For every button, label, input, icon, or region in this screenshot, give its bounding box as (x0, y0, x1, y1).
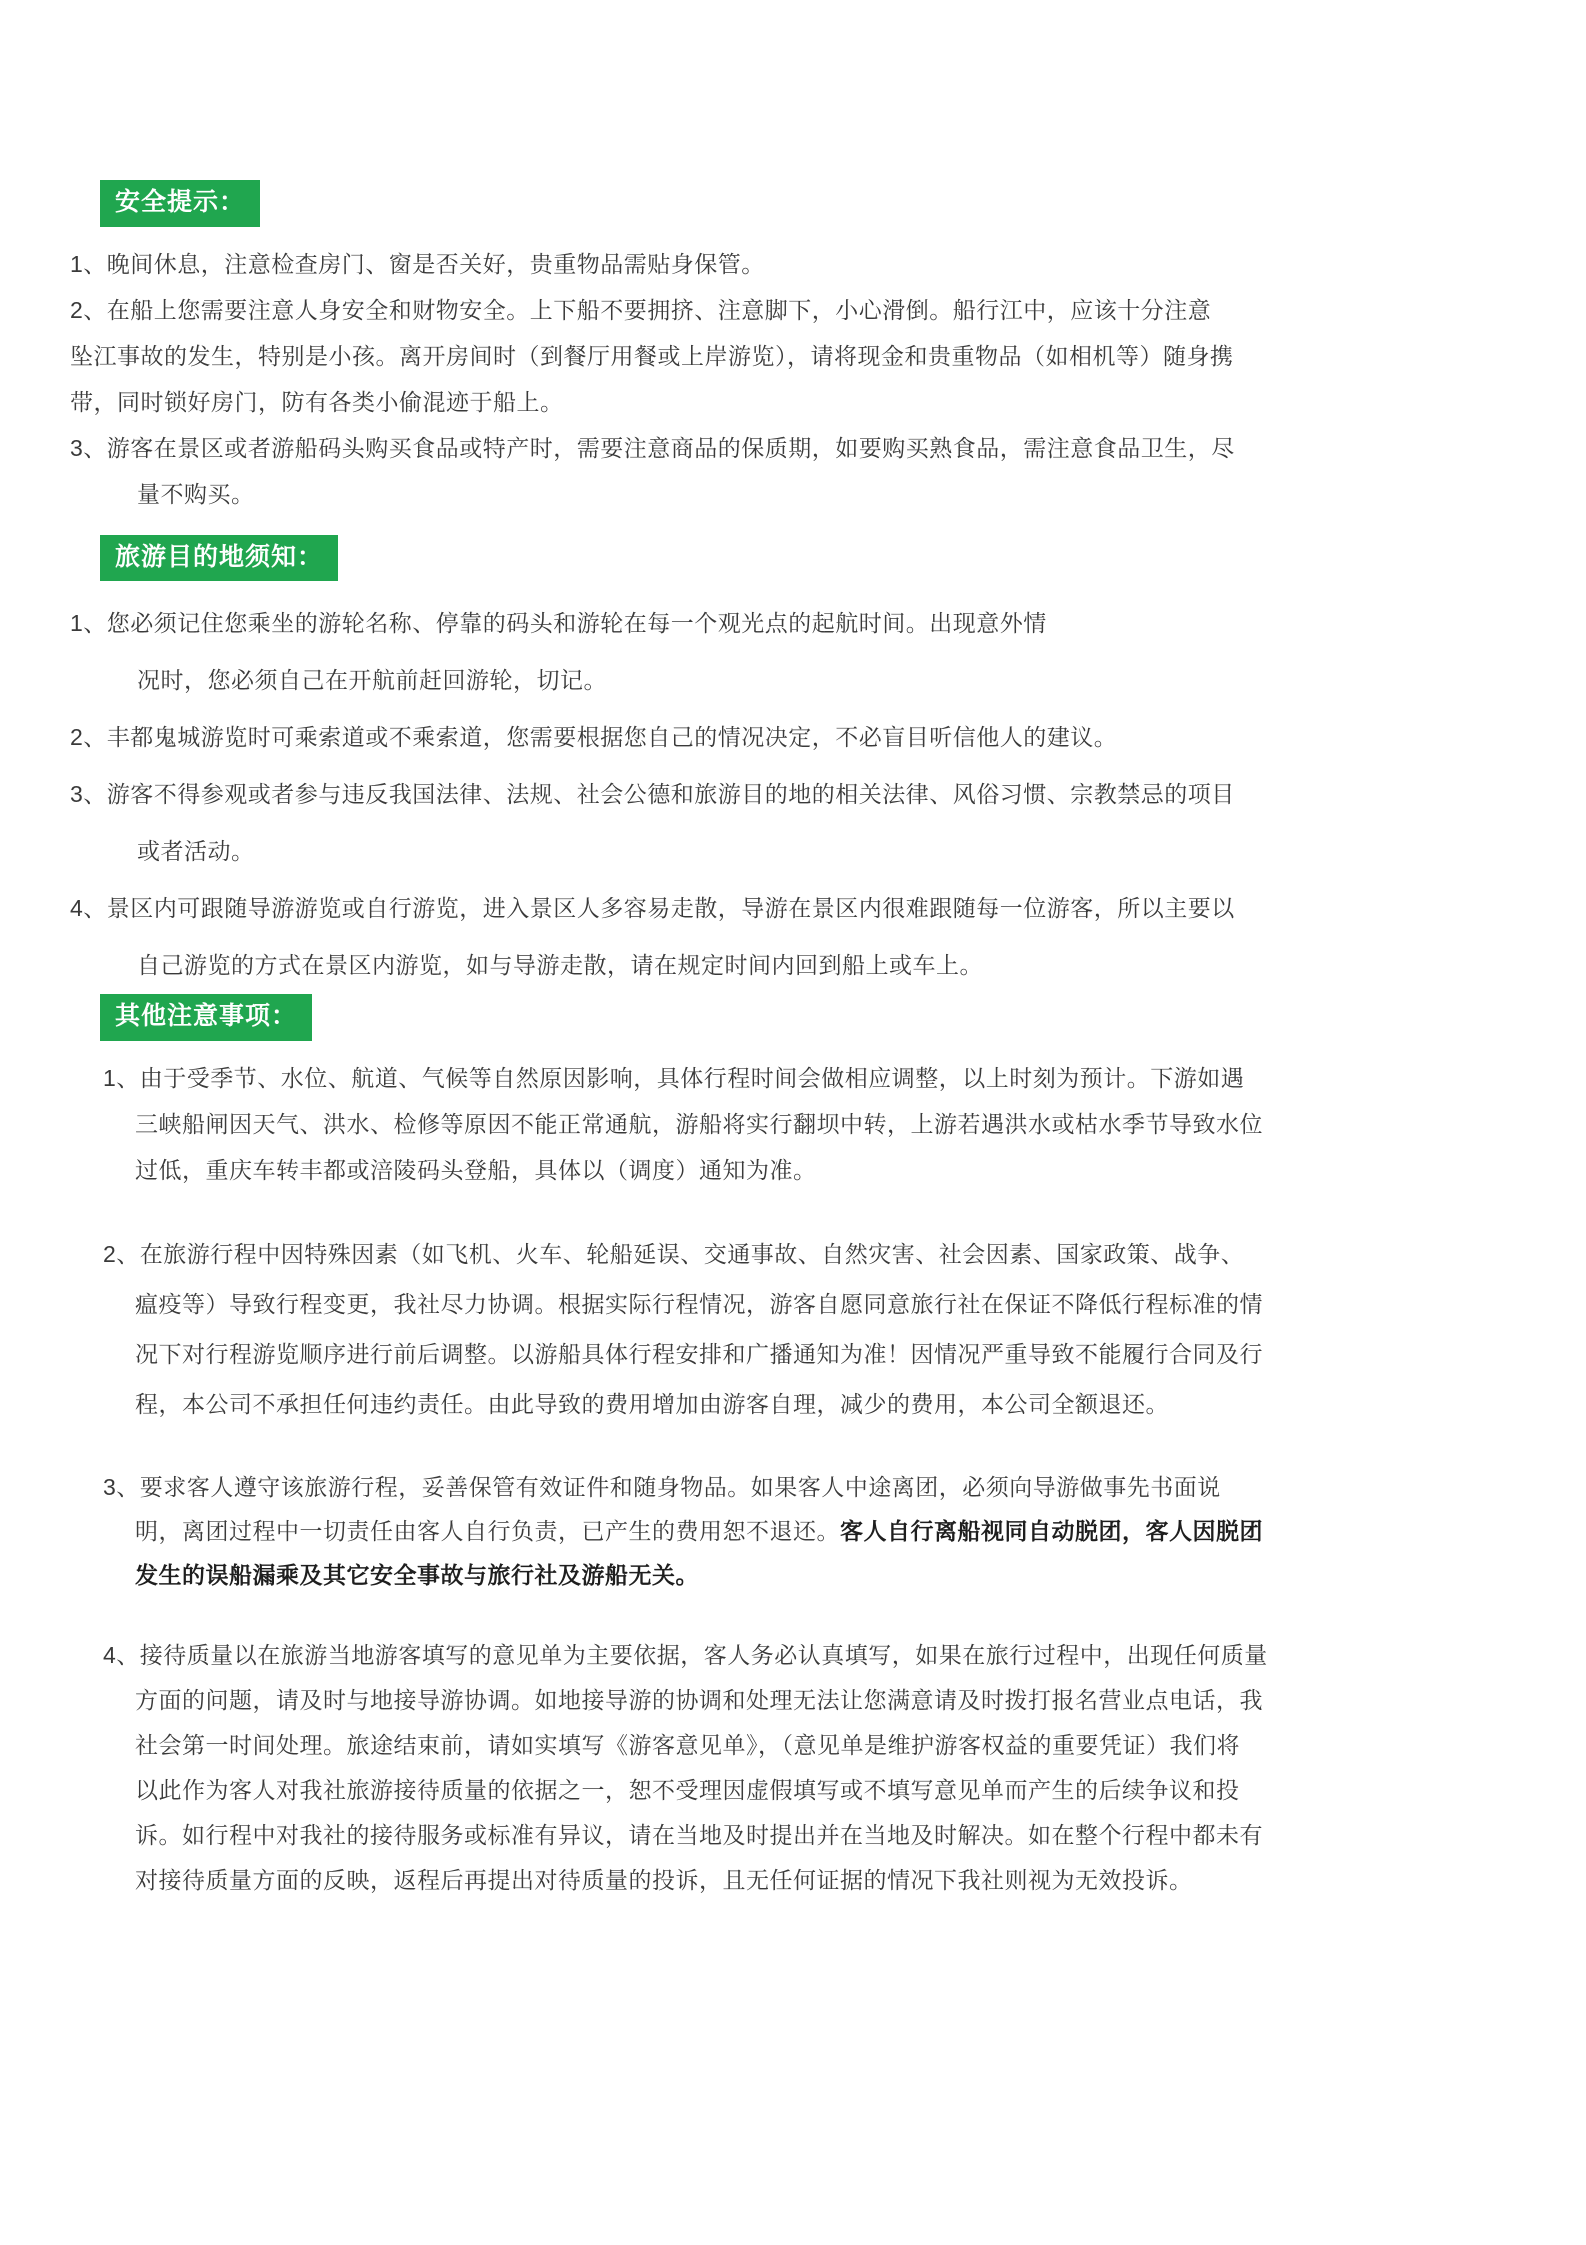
text-line (103, 1465, 1586, 1509)
text-line (135, 1147, 1586, 1193)
text-line (137, 823, 1586, 880)
text-line (70, 287, 1586, 333)
text-line (70, 709, 1586, 766)
text-segment: 1、由于受季节、水位、航道、气候等自然原因影响，具体行程时间会做相应调整，以上时刻为预计。下游如遇 (103, 1064, 1245, 1091)
list-item (0, 1465, 1586, 1597)
list-item (0, 1055, 1586, 1193)
text-segment: 1、晚间休息，注意检查房门、窗是否关好，贵重物品需贴身保管。 (70, 250, 765, 277)
list-item (0, 880, 1586, 994)
section-other-notes (0, 994, 1586, 1903)
text-segment: 4、景区内可跟随导游游览或自行游览，进入景区人多容易走散，导游在景区内很难跟随每一位游客，所以主要以 (70, 895, 1235, 921)
text-segment: 过低，重庆车转丰都或涪陵码头登船，具体以（调度）通知为准。 (135, 1156, 817, 1183)
text-line (135, 1678, 1586, 1723)
text-line (135, 1279, 1586, 1329)
text-line (137, 652, 1586, 709)
section-badge-safety-tips: 安全提示： (100, 180, 260, 227)
section-badge-destination-notice: 旅游目的地须知： (100, 535, 338, 582)
bold-text-segment: 客人自行离船视同自动脱团，客人因脱团 (840, 1517, 1263, 1544)
text-segment: 或者活动。 (137, 838, 255, 864)
text-line (70, 333, 1586, 379)
section-safety-tips (0, 180, 1586, 517)
list-item (0, 287, 1586, 425)
text-line (135, 1329, 1586, 1379)
text-segment: 方面的问题，请及时与地接导游协调。如地接导游的协调和处理无法让您满意请及时拨打报名营业点电话，我 (135, 1686, 1263, 1713)
text-segment: 明，离团过程中一切责任由客人自行负责，已产生的费用恕不退还。 (135, 1517, 840, 1544)
text-segment: 坠江事故的发生，特别是小孩。离开房间时（到餐厅用餐或上岸游览），请将现金和贵重物品（如相机等）随身携 (70, 342, 1234, 369)
text-line (70, 880, 1586, 937)
text-segment: 社会第一时间处理。旅途结束前，请如实填写《游客意见单》，（意见单是维护游客权益的重要凭证）我们将 (135, 1731, 1240, 1758)
text-segment: 4、接待质量以在旅游当地游客填写的意见单为主要依据，客人务必认真填写，如果在旅行过程中，出现任何质量 (103, 1641, 1268, 1668)
text-line (137, 471, 1586, 517)
text-segment: 2、在旅游行程中因特殊因素（如飞机、火车、轮船延误、交通事故、自然灾害、社会因素、国家政策、战争、 (103, 1240, 1245, 1267)
text-line (103, 1229, 1586, 1279)
list-item (0, 241, 1586, 287)
text-segment: 3、游客不得参观或者参与违反我国法律、法规、社会公德和旅游目的地的相关法律、风俗习惯、宗教禁忌的项目 (70, 781, 1235, 807)
text-line (70, 425, 1586, 471)
list-item (0, 1633, 1586, 1903)
text-line (135, 1101, 1586, 1147)
section-items (0, 595, 1586, 994)
text-segment: 三峡船闸因天气、洪水、检修等原因不能正常通航，游船将实行翻坝中转，上游若遇洪水或枯水季节导致水位 (135, 1110, 1263, 1137)
text-line (135, 1813, 1586, 1858)
text-segment: 带，同时锁好房门，防有各类小偷混迹于船上。 (70, 388, 564, 415)
section-badge-other-notes: 其他注意事项： (100, 994, 312, 1041)
text-line (70, 595, 1586, 652)
text-segment: 况时，您必须自己在开航前赶回游轮，切记。 (137, 667, 607, 693)
list-item (0, 425, 1586, 517)
text-segment: 以此作为客人对我社旅游接待质量的依据之一，恕不受理因虚假填写或不填写意见单而产生的后续争议和投 (135, 1776, 1240, 1803)
text-segment: 对接待质量方面的反映，返程后再提出对待质量的投诉，且无任何证据的情况下我社则视为无效投诉。 (135, 1866, 1193, 1893)
text-segment: 3、要求客人遵守该旅游行程，妥善保管有效证件和随身物品。如果客人中途离团，必须向导游做事先书面说 (103, 1473, 1221, 1500)
section-items (0, 1055, 1586, 1903)
text-segment: 自己游览的方式在景区内游览，如与导游走散，请在规定时间内回到船上或车上。 (137, 952, 983, 978)
text-segment: 1、您必须记住您乘坐的游轮名称、停靠的码头和游轮在每一个观光点的起航时间。出现意外情 (70, 610, 1047, 636)
text-line (135, 1768, 1586, 1813)
text-line (135, 1553, 1586, 1597)
text-segment: 2、在船上您需要注意人身安全和财物安全。上下船不要拥挤、注意脚下，小心滑倒。船行江中，应该十分注意 (70, 296, 1212, 323)
text-line (70, 379, 1586, 425)
text-segment: 量不购买。 (137, 480, 255, 507)
text-line (135, 1509, 1586, 1553)
text-line (135, 1858, 1586, 1903)
text-segment: 3、游客在景区或者游船码头购买食品或特产时，需要注意商品的保质期，如要购买熟食品，需注意食品卫生，尽 (70, 434, 1235, 461)
text-segment: 瘟疫等）导致行程变更，我社尽力协调。根据实际行程情况，游客自愿同意旅行社在保证不降低行程标准的情 (135, 1290, 1263, 1317)
text-line (103, 1633, 1586, 1678)
text-segment: 诉。如行程中对我社的接待服务或标准有异议，请在当地及时提出并在当地及时解决。如在整个行程中都未有 (135, 1821, 1263, 1848)
text-line (103, 1055, 1586, 1101)
text-line (70, 766, 1586, 823)
section-items (0, 241, 1586, 517)
text-line (70, 241, 1586, 287)
text-segment: 程，本公司不承担任何违约责任。由此导致的费用增加由游客自理，减少的费用，本公司全额退还。 (135, 1390, 1169, 1417)
list-item (0, 595, 1586, 709)
text-line (135, 1379, 1586, 1429)
section-destination-notice (0, 535, 1586, 995)
text-line (135, 1723, 1586, 1768)
bold-text-segment: 发生的误船漏乘及其它安全事故与旅行社及游船无关。 (135, 1561, 699, 1588)
list-item (0, 766, 1586, 880)
list-item (0, 1229, 1586, 1429)
list-item (0, 709, 1586, 766)
text-segment: 2、丰都鬼城游览时可乘索道或不乘索道，您需要根据您自己的情况决定，不必盲目听信他人的建议。 (70, 724, 1118, 750)
text-line (137, 937, 1586, 994)
text-segment: 况下对行程游览顺序进行前后调整。以游船具体行程安排和广播通知为准！因情况严重导致不能履行合同及行 (135, 1340, 1263, 1367)
